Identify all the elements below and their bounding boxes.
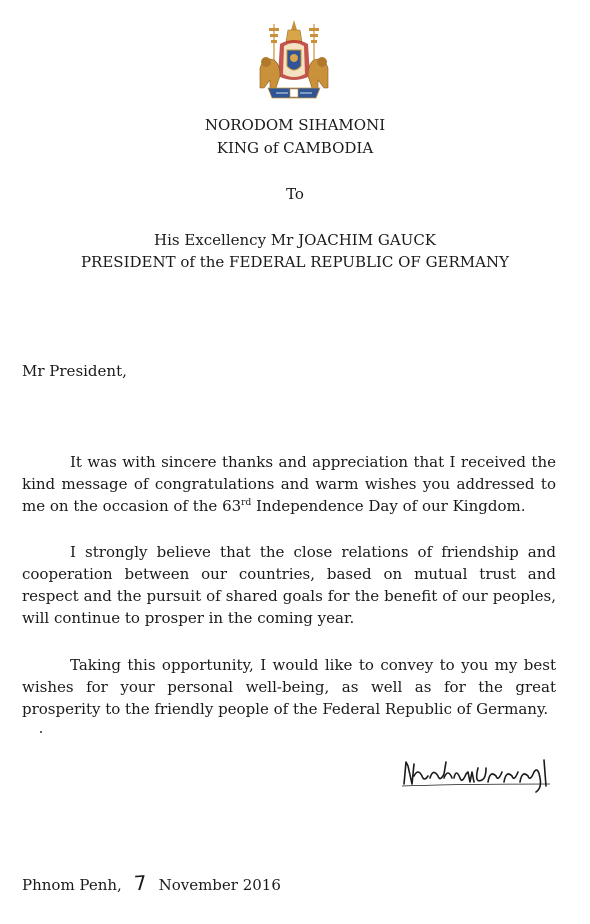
ordinal-suffix: rd: [241, 498, 252, 508]
to-label: To: [286, 185, 304, 203]
addressee-name: His Excellency Mr JOACHIM GAUCK: [154, 231, 436, 249]
paragraph-1: [22, 451, 556, 517]
royal-coat-of-arms-icon: [254, 18, 334, 102]
date-line: [22, 870, 281, 896]
ink-dot: [40, 731, 42, 733]
paragraph-2: I strongly believe that the close relations of friendship and cooperation between our countries, based on mutual trust and respect and the pursuit of shared goals for the benefit of our peoples, will continue to prosper in the coming year.: [22, 543, 556, 627]
paragraph-3: Taking this opportunity, I would like to convey to you my best wishes for your personal well-being, as well as for the great prosperity to the friendly people of the Federal Republic of Germany.: [22, 656, 556, 718]
paragraph-1-text-end: Independence Day of our Kingdom.: [251, 497, 526, 515]
paragraph-1-text: It was with sincere thanks and appreciation that I received the kind message of congratulations and warm wishes you addressed to me on the occasion of the 63: [22, 453, 556, 515]
salutation: Mr President,: [22, 362, 127, 380]
month-year-text: November 2016: [158, 876, 281, 894]
sender-name: NORODOM SIHAMONI: [204, 116, 386, 134]
handwritten-day: 7: [133, 870, 148, 896]
handwritten-signature: [400, 754, 560, 794]
place-text: Phnom Penh,: [22, 876, 122, 894]
sender-title: KING of CAMBODIA: [216, 139, 374, 157]
addressee-title: PRESIDENT of the FEDERAL REPUBLIC OF GERMANY: [80, 253, 510, 271]
